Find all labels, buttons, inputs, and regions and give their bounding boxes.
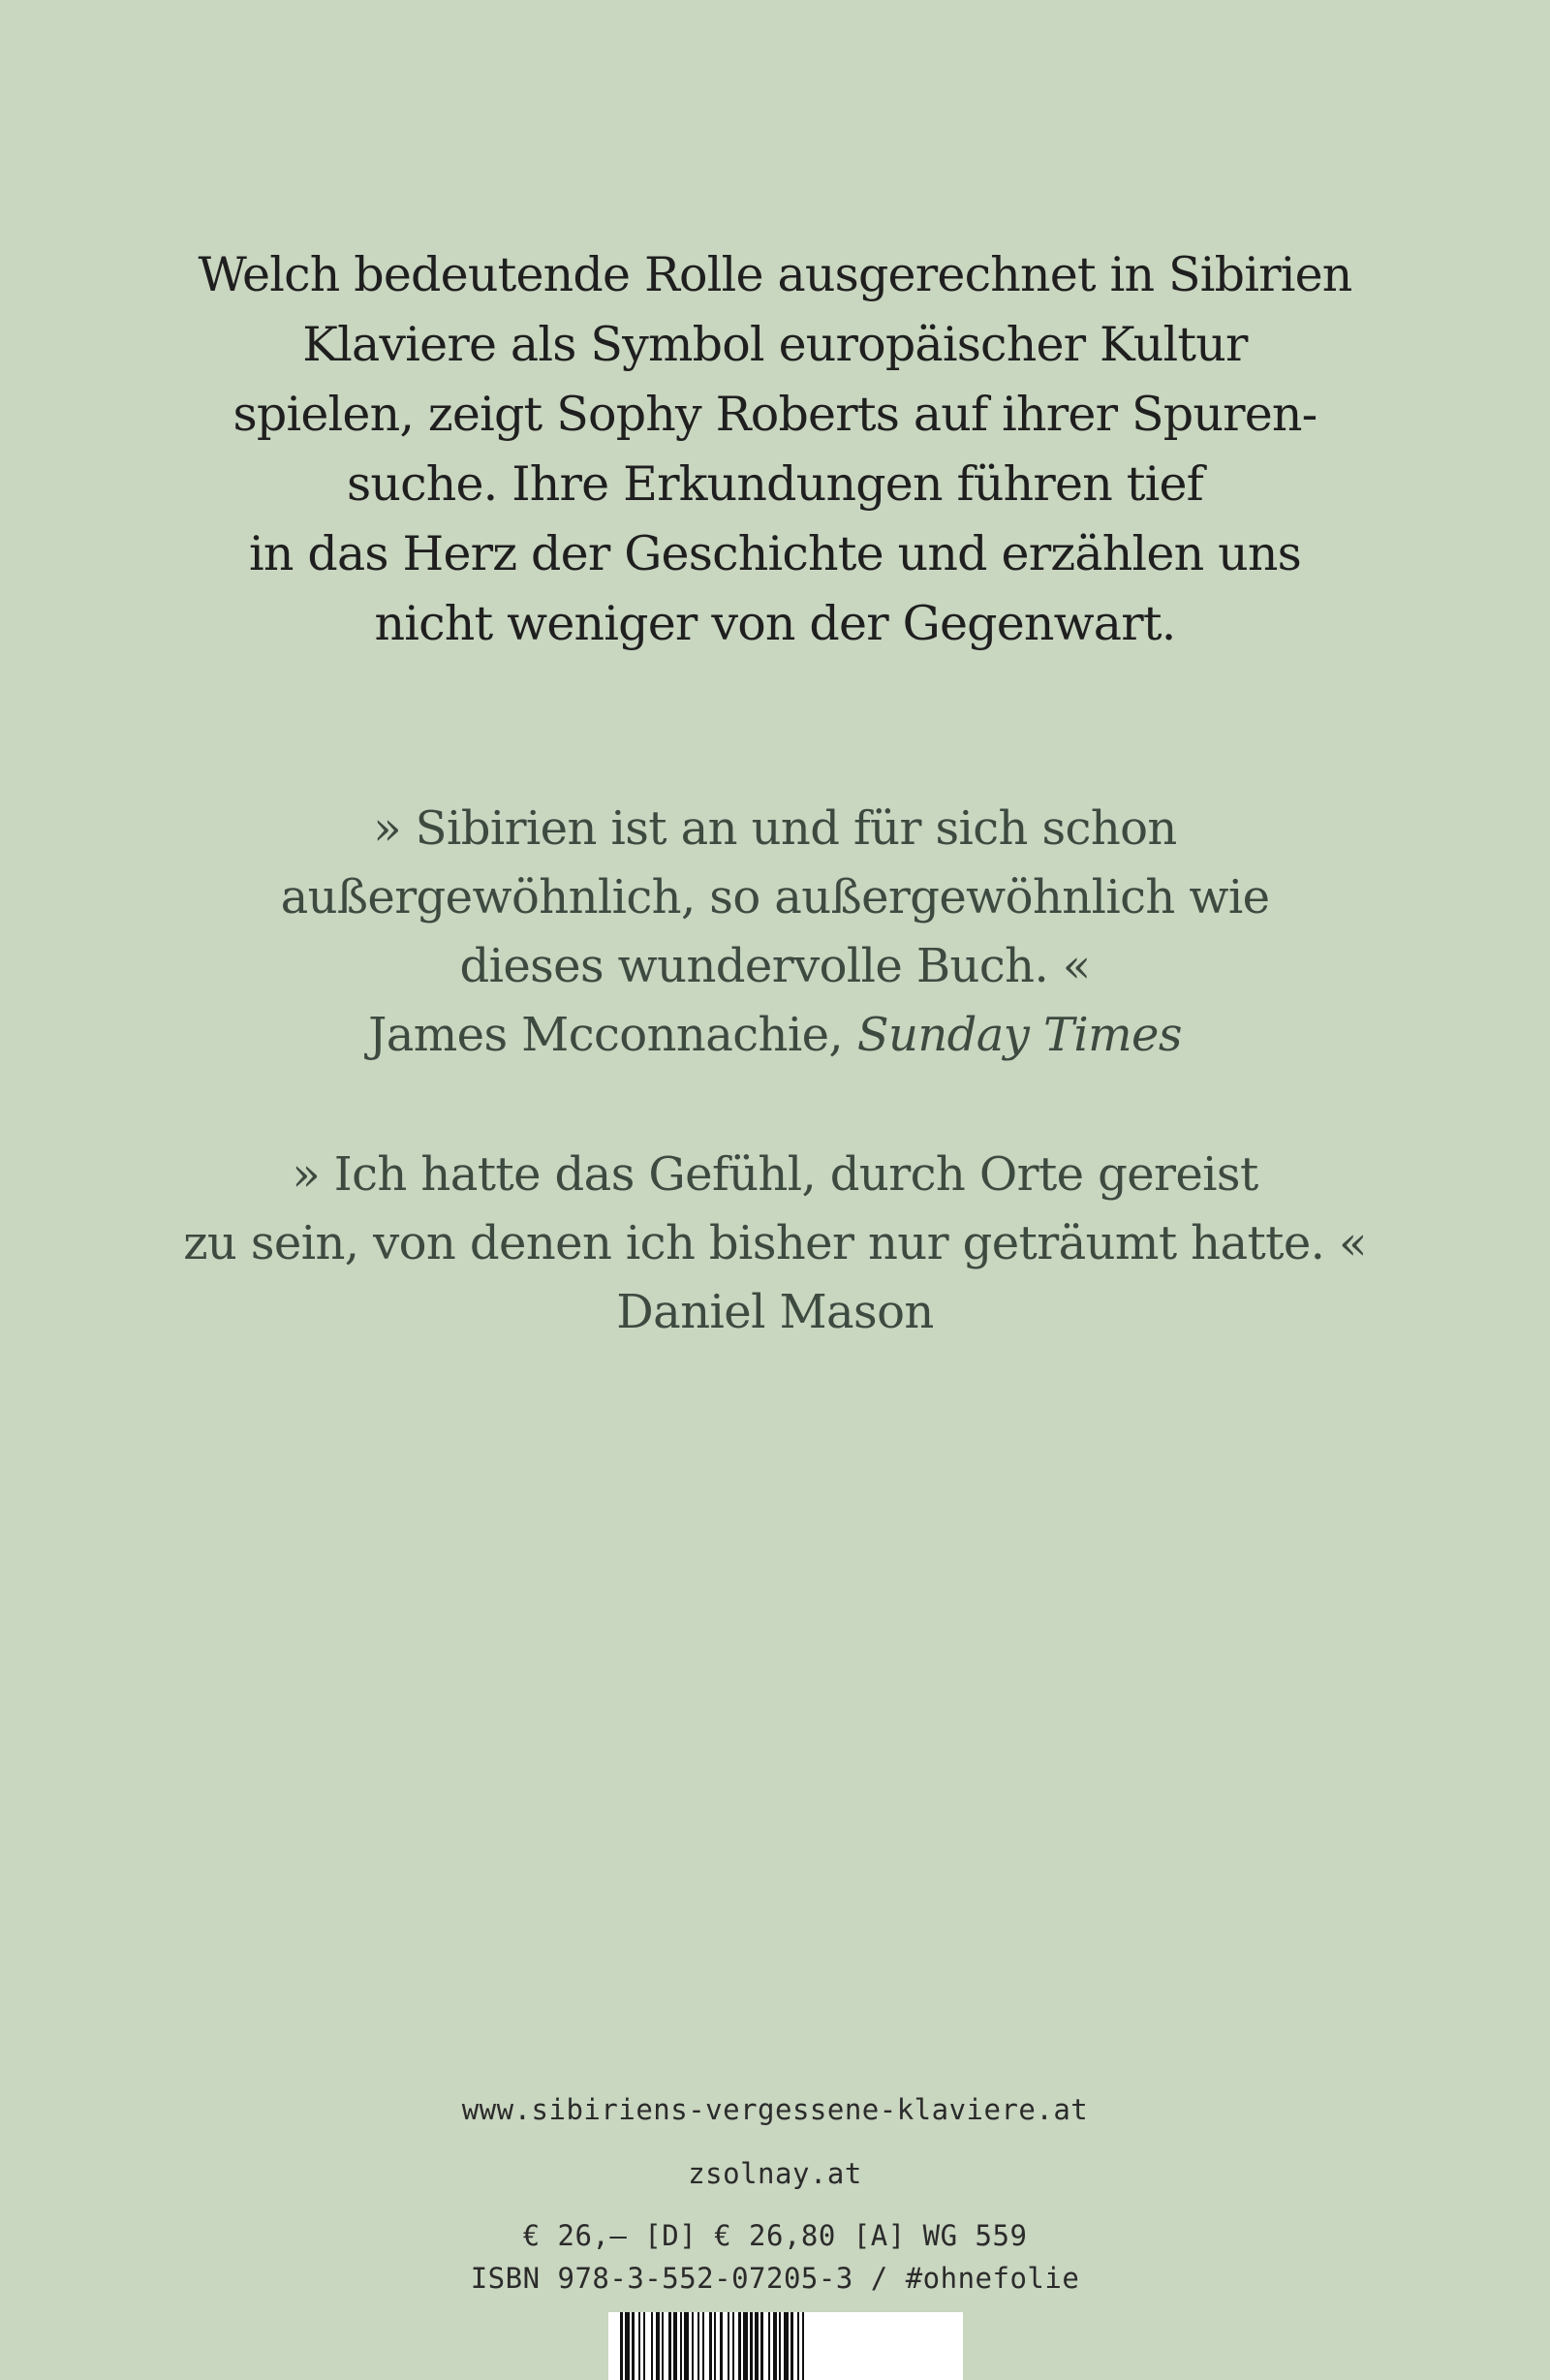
quote-line: zu sein, von denen ich bisher nur geträumt hatte. « bbox=[183, 1216, 1367, 1270]
barcode-stripe bbox=[620, 2312, 623, 2380]
barcode-stripe bbox=[709, 2312, 712, 2380]
barcode-stripe bbox=[625, 2312, 630, 2380]
barcode-stripe bbox=[790, 2312, 793, 2380]
barcode-stripe bbox=[720, 2312, 723, 2380]
barcode-stripe bbox=[768, 2312, 770, 2380]
barcode-stripe bbox=[668, 2312, 671, 2380]
blurb-line: Klaviere als Symbol europäischer Kultur bbox=[302, 317, 1248, 372]
blurb-line: Welch bedeutende Rolle ausgerechnet in Sibirien bbox=[198, 247, 1352, 302]
barcode-stripe bbox=[784, 2312, 789, 2380]
barcode-stripe bbox=[638, 2312, 640, 2380]
blurb-line: nicht weniger von der Gegenwart. bbox=[374, 596, 1176, 651]
barcode-stripe bbox=[714, 2312, 716, 2380]
barcode-stripe bbox=[656, 2312, 660, 2380]
barcode-stripe bbox=[698, 2312, 699, 2380]
isbn-info: ISBN 978-3-552-07205-3 / #ohnefolie bbox=[470, 2262, 1080, 2295]
quote-line: » Ich hatte das Gefühl, durch Orte gereist bbox=[292, 1147, 1258, 1202]
barcode-stripe bbox=[797, 2312, 799, 2380]
barcode-stripe bbox=[680, 2312, 682, 2380]
barcode-stripe bbox=[732, 2312, 734, 2380]
review-quote-1 bbox=[0, 795, 1550, 1070]
barcode-stripe bbox=[702, 2312, 704, 2380]
barcode-stripe bbox=[802, 2312, 804, 2380]
barcode-stripe bbox=[755, 2312, 759, 2380]
barcode-graphic bbox=[608, 2312, 963, 2380]
quote-attribution bbox=[0, 1001, 1550, 1070]
quote-line: » Sibirien ist an und für sich schon bbox=[373, 801, 1177, 856]
blurb-line: spielen, zeigt Sophy Roberts auf ihrer Spuren- bbox=[232, 387, 1318, 442]
barcode-stripe bbox=[673, 2312, 677, 2380]
quote-line: außergewöhnlich, so außergewöhnlich wie bbox=[280, 870, 1270, 924]
blurb-line: in das Herz der Geschichte und erzählen uns bbox=[249, 526, 1301, 581]
attribution-source: Sunday Times bbox=[856, 1008, 1182, 1062]
barcode-stripe bbox=[750, 2312, 753, 2380]
barcode-stripe bbox=[662, 2312, 664, 2380]
barcode-stripe bbox=[684, 2312, 689, 2380]
barcode-stripe bbox=[728, 2312, 729, 2380]
review-quote-2 bbox=[0, 1141, 1550, 1347]
barcode-stripe bbox=[743, 2312, 748, 2380]
attribution-name: James Mcconnachie, bbox=[368, 1008, 857, 1062]
price-info: € 26,– [D] € 26,80 [A] WG 559 bbox=[522, 2219, 1028, 2252]
barcode-stripe bbox=[632, 2312, 635, 2380]
quote-attribution: Daniel Mason bbox=[616, 1285, 934, 1339]
publisher-link[interactable]: zsolnay.at bbox=[688, 2157, 862, 2190]
barcode-stripe bbox=[692, 2312, 694, 2380]
barcode-image bbox=[608, 2312, 963, 2380]
blurb-line: suche. Ihre Erkundungen führen tief bbox=[346, 456, 1204, 512]
barcode-stripe bbox=[651, 2312, 653, 2380]
quote-line: dieses wundervolle Buch. « bbox=[459, 939, 1091, 993]
barcode-stripe bbox=[779, 2312, 781, 2380]
barcode-stripe bbox=[760, 2312, 763, 2380]
barcode-stripe bbox=[738, 2312, 741, 2380]
blurb-text bbox=[0, 240, 1550, 659]
barcode-stripe bbox=[773, 2312, 777, 2380]
barcode-stripe bbox=[643, 2312, 645, 2380]
website-link[interactable]: www.sibiriens-vergessene-klaviere.at bbox=[461, 2093, 1089, 2126]
